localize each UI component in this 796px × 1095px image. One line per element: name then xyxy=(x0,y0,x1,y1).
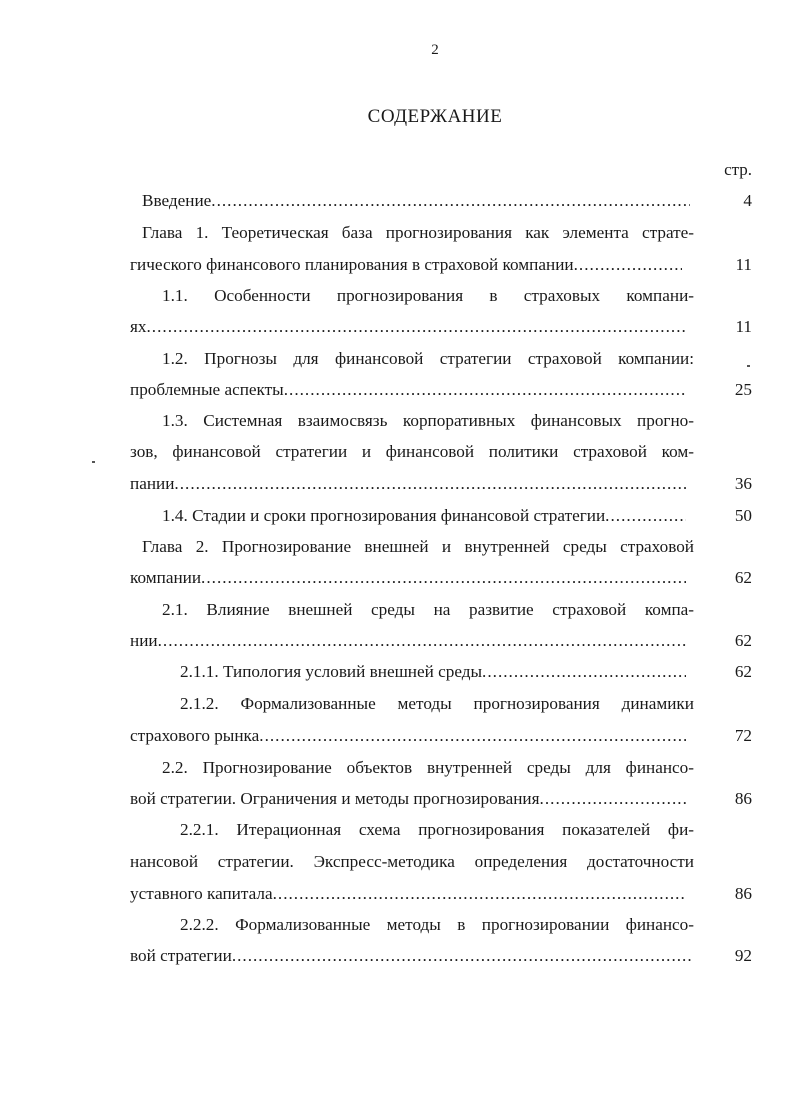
toc-entry-1-4[interactable] xyxy=(162,506,686,526)
leader-dots xyxy=(540,789,686,809)
toc-page-number: 11 xyxy=(735,317,752,336)
toc-entry-2-1-cont xyxy=(130,631,686,651)
leader-dots xyxy=(211,191,690,211)
leader-dots xyxy=(158,631,686,651)
toc-page-number: 25 xyxy=(734,380,752,399)
toc-entry-2-2-1[interactable]: 2.2.1. Итерационная схема прогнозирования показателей фи- xyxy=(180,820,694,839)
toc-entry-title: пании xyxy=(130,474,175,493)
leader-dots xyxy=(259,726,686,746)
toc-entry-2-1-2[interactable]: 2.1.2. Формализованные методы прогнозирования динамики xyxy=(180,694,694,713)
toc-entry-title: гического финансового планирования в страховой компании xyxy=(130,255,574,274)
page-number: 2 xyxy=(431,42,439,58)
toc-entry-title: вой стратегии. Ограничения и методы прогнозирования xyxy=(130,789,540,808)
toc-entry-1-2-cont xyxy=(130,380,686,400)
toc-entry-title: Введение xyxy=(142,191,212,210)
toc-entry-2-1[interactable]: 2.1. Влияние внешней среды на развитие страховой компа- xyxy=(162,600,694,619)
toc-entry-title: 1.4. Стадии и сроки прогнозирования финансовой стратегии xyxy=(162,506,606,525)
toc-entry-1-1-cont xyxy=(130,317,686,337)
scan-speck xyxy=(747,365,750,367)
toc-entry-1-2[interactable]: 1.2. Прогнозы для финансовой стратегии страховой компании: xyxy=(162,349,694,368)
toc-page-number: 62 xyxy=(734,568,752,587)
leader-dots xyxy=(232,946,692,966)
toc-entry-2-2-2[interactable]: 2.2.2. Формализованные методы в прогнозировании финансо- xyxy=(180,915,694,934)
toc-entry-title: вой стратегии xyxy=(130,946,232,965)
toc-page-number: 62 xyxy=(734,631,752,650)
toc-entry-title: страхового рынка xyxy=(130,726,260,745)
toc-page-number: 50 xyxy=(734,506,752,525)
toc-entry-title: уставного капитала xyxy=(130,884,273,903)
leader-dots xyxy=(574,255,682,275)
toc-entry-1-3-cont-2 xyxy=(130,474,686,494)
toc-entry-2-1-2-cont xyxy=(130,726,686,746)
toc-page-number: 4 xyxy=(743,191,752,210)
toc-page-number: 86 xyxy=(734,884,752,903)
toc-entry-2-2-2-cont xyxy=(130,946,692,966)
pages-column-label: стр. xyxy=(724,160,752,179)
toc-page-number: 36 xyxy=(734,474,752,493)
leader-dots xyxy=(174,474,686,494)
toc-entry-chapter-1-cont xyxy=(130,255,682,275)
toc-entry-1-3-cont: зов, финансовой стратегии и финансовой политики страховой ком- xyxy=(130,442,694,461)
leader-dots xyxy=(273,884,686,904)
leader-dots xyxy=(201,568,686,588)
toc-entry-chapter-1[interactable]: Глава 1. Теоретическая база прогнозирования как элемента страте- xyxy=(142,223,694,242)
page-title: СОДЕРЖАНИЕ xyxy=(367,106,503,127)
toc-entry-1-1[interactable]: 1.1. Особенности прогнозирования в страховых компани- xyxy=(162,286,694,305)
scan-speck xyxy=(92,461,95,463)
toc-page-number: 11 xyxy=(735,255,752,274)
toc-entry-title: ях xyxy=(130,317,147,336)
toc-entry-2-2-1-cont-2 xyxy=(130,884,686,904)
leader-dots xyxy=(482,662,686,682)
toc-page-number: 86 xyxy=(734,789,752,808)
toc-entry-title: проблемные аспекты xyxy=(130,380,284,399)
toc-entry-2-2[interactable]: 2.2. Прогнозирование объектов внутренней среды для финансо- xyxy=(162,758,694,777)
leader-dots xyxy=(147,317,687,337)
toc-page-number: 72 xyxy=(734,726,752,745)
toc-entry-introduction[interactable] xyxy=(142,191,690,211)
toc-entry-2-2-cont xyxy=(130,789,686,809)
toc-entry-title: 2.1.1. Типология условий внешней среды xyxy=(180,662,483,681)
toc-entry-2-2-1-cont: нансовой стратегии. Экспресс-методика определения достаточности xyxy=(130,852,694,871)
toc-entry-chapter-2-cont xyxy=(130,568,686,588)
toc-page-number: 92 xyxy=(734,946,752,965)
leader-dots xyxy=(605,506,686,526)
toc-entry-title: нии xyxy=(130,631,158,650)
toc-entry-2-1-1[interactable] xyxy=(180,662,686,682)
toc-page-number: 62 xyxy=(734,662,752,681)
toc-entry-chapter-2[interactable]: Глава 2. Прогнозирование внешней и внутренней среды страховой xyxy=(142,537,694,556)
toc-entry-title: компании xyxy=(130,568,202,587)
leader-dots xyxy=(284,380,686,400)
toc-entry-1-3[interactable]: 1.3. Системная взаимосвязь корпоративных финансовых прогно- xyxy=(162,411,694,430)
